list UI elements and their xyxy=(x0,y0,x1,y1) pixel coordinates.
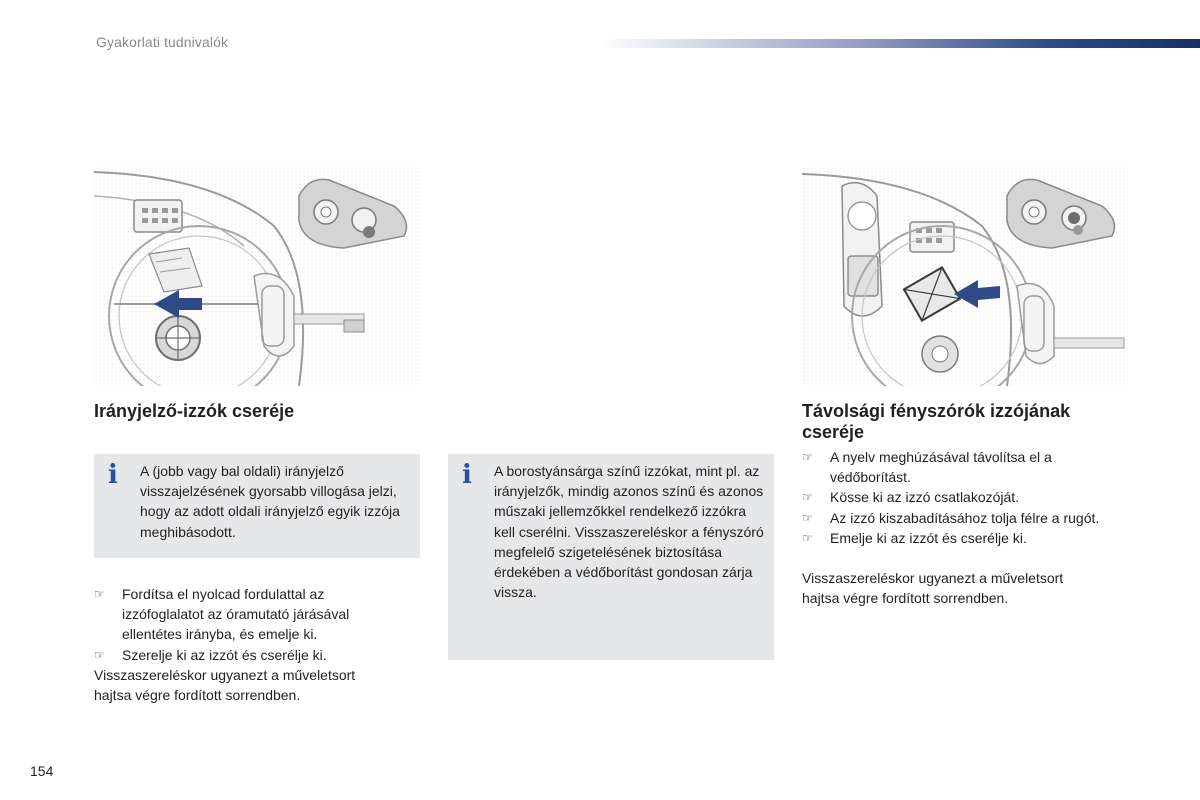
list-item: ☞ Kösse ki az izzó csatlakozóját. xyxy=(802,487,1102,507)
pointing-hand-icon: ☞ xyxy=(802,450,813,464)
amber-bulb-info-text: A borostyánsárga színű izzókat, mint pl. az irányjelzők, mindig azonos színű és azonos műszaki jellemzőkkel rendelkező izzókra kell cserélni. Visszaszereléskor a fényszóró megfelelő szigetelésének biztosítása érdekében a védőborítást gondosan zárja vissza. xyxy=(494,463,764,601)
high-beam-closing: Visszaszereléskor ugyanezt a műveletsort hajtsa végre fordított sorrendben. xyxy=(802,570,1064,607)
page-number: 154 xyxy=(30,763,54,779)
pointing-hand-icon: ☞ xyxy=(94,587,105,601)
list-item: ☞ Szerelje ki az izzót és cserélje ki. xyxy=(94,645,394,665)
pointing-hand-icon: ☞ xyxy=(802,490,813,505)
turn-indicator-illustration xyxy=(94,166,420,386)
running-header: Gyakorlati tudnivalók xyxy=(96,34,229,50)
turn-indicator-info-box xyxy=(94,454,420,558)
high-beam-illustration xyxy=(802,166,1128,386)
info-icon: i xyxy=(108,460,118,490)
header-gradient-bar xyxy=(600,39,1200,48)
pointing-hand-icon: ☞ xyxy=(94,647,105,662)
turn-indicator-info-text: A (jobb vagy bal oldali) irányjelző visszajelzésének gyorsabb villogása jelzi, hogy az adott oldali irányjelző egyik izzója meghibásodott. xyxy=(140,463,400,540)
list-item: ☞ A nyelv meghúzásával távolítsa el a védőborítást. xyxy=(802,449,1052,486)
list-item: ☞ Fordítsa el nyolcad fordulattal az izzófoglalatot az óramutató járásával ellentétes irányba, és emelje ki. xyxy=(94,586,350,643)
turn-indicator-title: Irányjelző-izzók cseréje xyxy=(94,401,295,421)
high-beam-steps xyxy=(802,447,1102,548)
high-beam-title: Távolsági fényszórók izzójának cseréje xyxy=(802,401,1071,442)
info-icon: i xyxy=(462,460,472,490)
turn-indicator-steps xyxy=(94,584,394,665)
list-item: ☞ Az izzó kiszabadításához tolja félre a rugót. xyxy=(802,508,1102,528)
pointing-hand-icon: ☞ xyxy=(802,510,813,525)
pointing-hand-icon: ☞ xyxy=(802,530,813,545)
turn-indicator-closing: Visszaszereléskor ugyanezt a műveletsort hajtsa végre fordított sorrendben. xyxy=(94,667,356,704)
amber-bulb-info-box xyxy=(448,454,774,660)
list-item: ☞ Emelje ki az izzót és cserélje ki. xyxy=(802,528,1102,548)
